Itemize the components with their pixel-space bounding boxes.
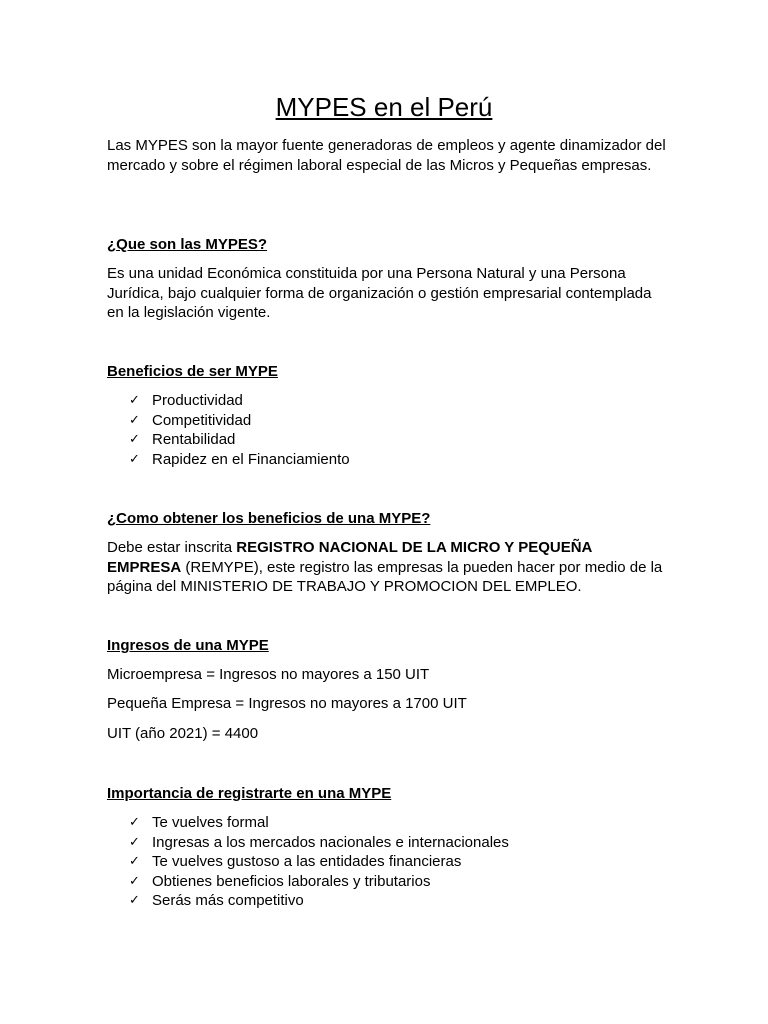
checkmark-icon: ✓	[129, 893, 140, 908]
list-item	[129, 430, 350, 450]
list-item-label: Productividad	[152, 392, 243, 409]
list-item	[129, 891, 509, 911]
importance-list	[129, 813, 509, 911]
section-heading-ingresos: Ingresos de una MYPE	[107, 637, 269, 654]
body-text-prefix: Debe estar inscrita	[107, 539, 237, 556]
page-title: MYPES en el Perú	[275, 92, 493, 122]
checkmark-icon: ✓	[129, 412, 140, 428]
benefits-list	[129, 391, 350, 469]
body-text-bold: REGISTRO NACIONAL DE LA MICRO Y PEQUEÑA EMPRESA	[107, 539, 592, 576]
section-body-como-obtener	[107, 538, 667, 597]
body-text-suffix: (REMYPE), este registro las empresas la pueden hacer por medio de la página del MINISTERIO DE TRABAJO Y PROMOCION DEL EMPLEO.	[107, 558, 663, 596]
section-heading-importancia: Importancia de registrarte en una MYPE	[107, 785, 392, 802]
list-item	[129, 833, 509, 853]
list-item	[129, 391, 350, 411]
checkmark-icon: ✓	[129, 393, 140, 408]
list-item-label: Competitividad	[152, 411, 252, 429]
list-item-label: Te vuelves formal	[152, 814, 269, 831]
income-line-pequena: Pequeña Empresa = Ingresos no mayores a 1700 UIT	[107, 695, 467, 712]
checkmark-icon: ✓	[129, 873, 140, 889]
list-item-label: Serás más competitivo	[152, 892, 304, 909]
section-heading-beneficios: Beneficios de ser MYPE	[107, 363, 278, 380]
list-item	[129, 411, 350, 431]
list-item	[129, 813, 509, 833]
section-heading-como-obtener: ¿Como obtener los beneficios de una MYPE?	[107, 510, 431, 527]
intro-paragraph: Las MYPES son la mayor fuente generadoras de empleos y agente dinamizador del mercado y sobre el régimen laboral especial de las Micros y Pequeñas empresas.	[107, 137, 666, 174]
checkmark-icon: ✓	[129, 451, 140, 467]
list-item-label: Obtienes beneficios laborales y tributarios	[152, 872, 431, 890]
checkmark-icon: ✓	[129, 432, 140, 447]
list-item	[129, 450, 350, 470]
checkmark-icon: ✓	[129, 815, 140, 830]
income-line-uit: UIT (año 2021) = 4400	[107, 725, 259, 742]
section-body-que-son: Es una unidad Económica constituida por una Persona Natural y una Persona Jurídica, bajo cualquier forma de organización o gestión empresarial contemplada en la legislación vigente.	[107, 265, 652, 322]
list-item-label: Rapidez en el Financiamiento	[152, 450, 350, 468]
list-item	[129, 872, 509, 892]
income-line-micro: Microempresa = Ingresos no mayores a 150 UIT	[107, 666, 430, 683]
section-heading-que-son: ¿Que son las MYPES?	[107, 236, 268, 253]
checkmark-icon: ✓	[129, 834, 140, 850]
list-item-label: Te vuelves gustoso a las entidades financieras	[152, 853, 462, 870]
list-item-label: Rentabilidad	[152, 431, 236, 448]
list-item-label: Ingresas a los mercados nacionales e internacionales	[152, 833, 509, 851]
list-item	[129, 852, 509, 872]
checkmark-icon: ✓	[129, 854, 140, 869]
